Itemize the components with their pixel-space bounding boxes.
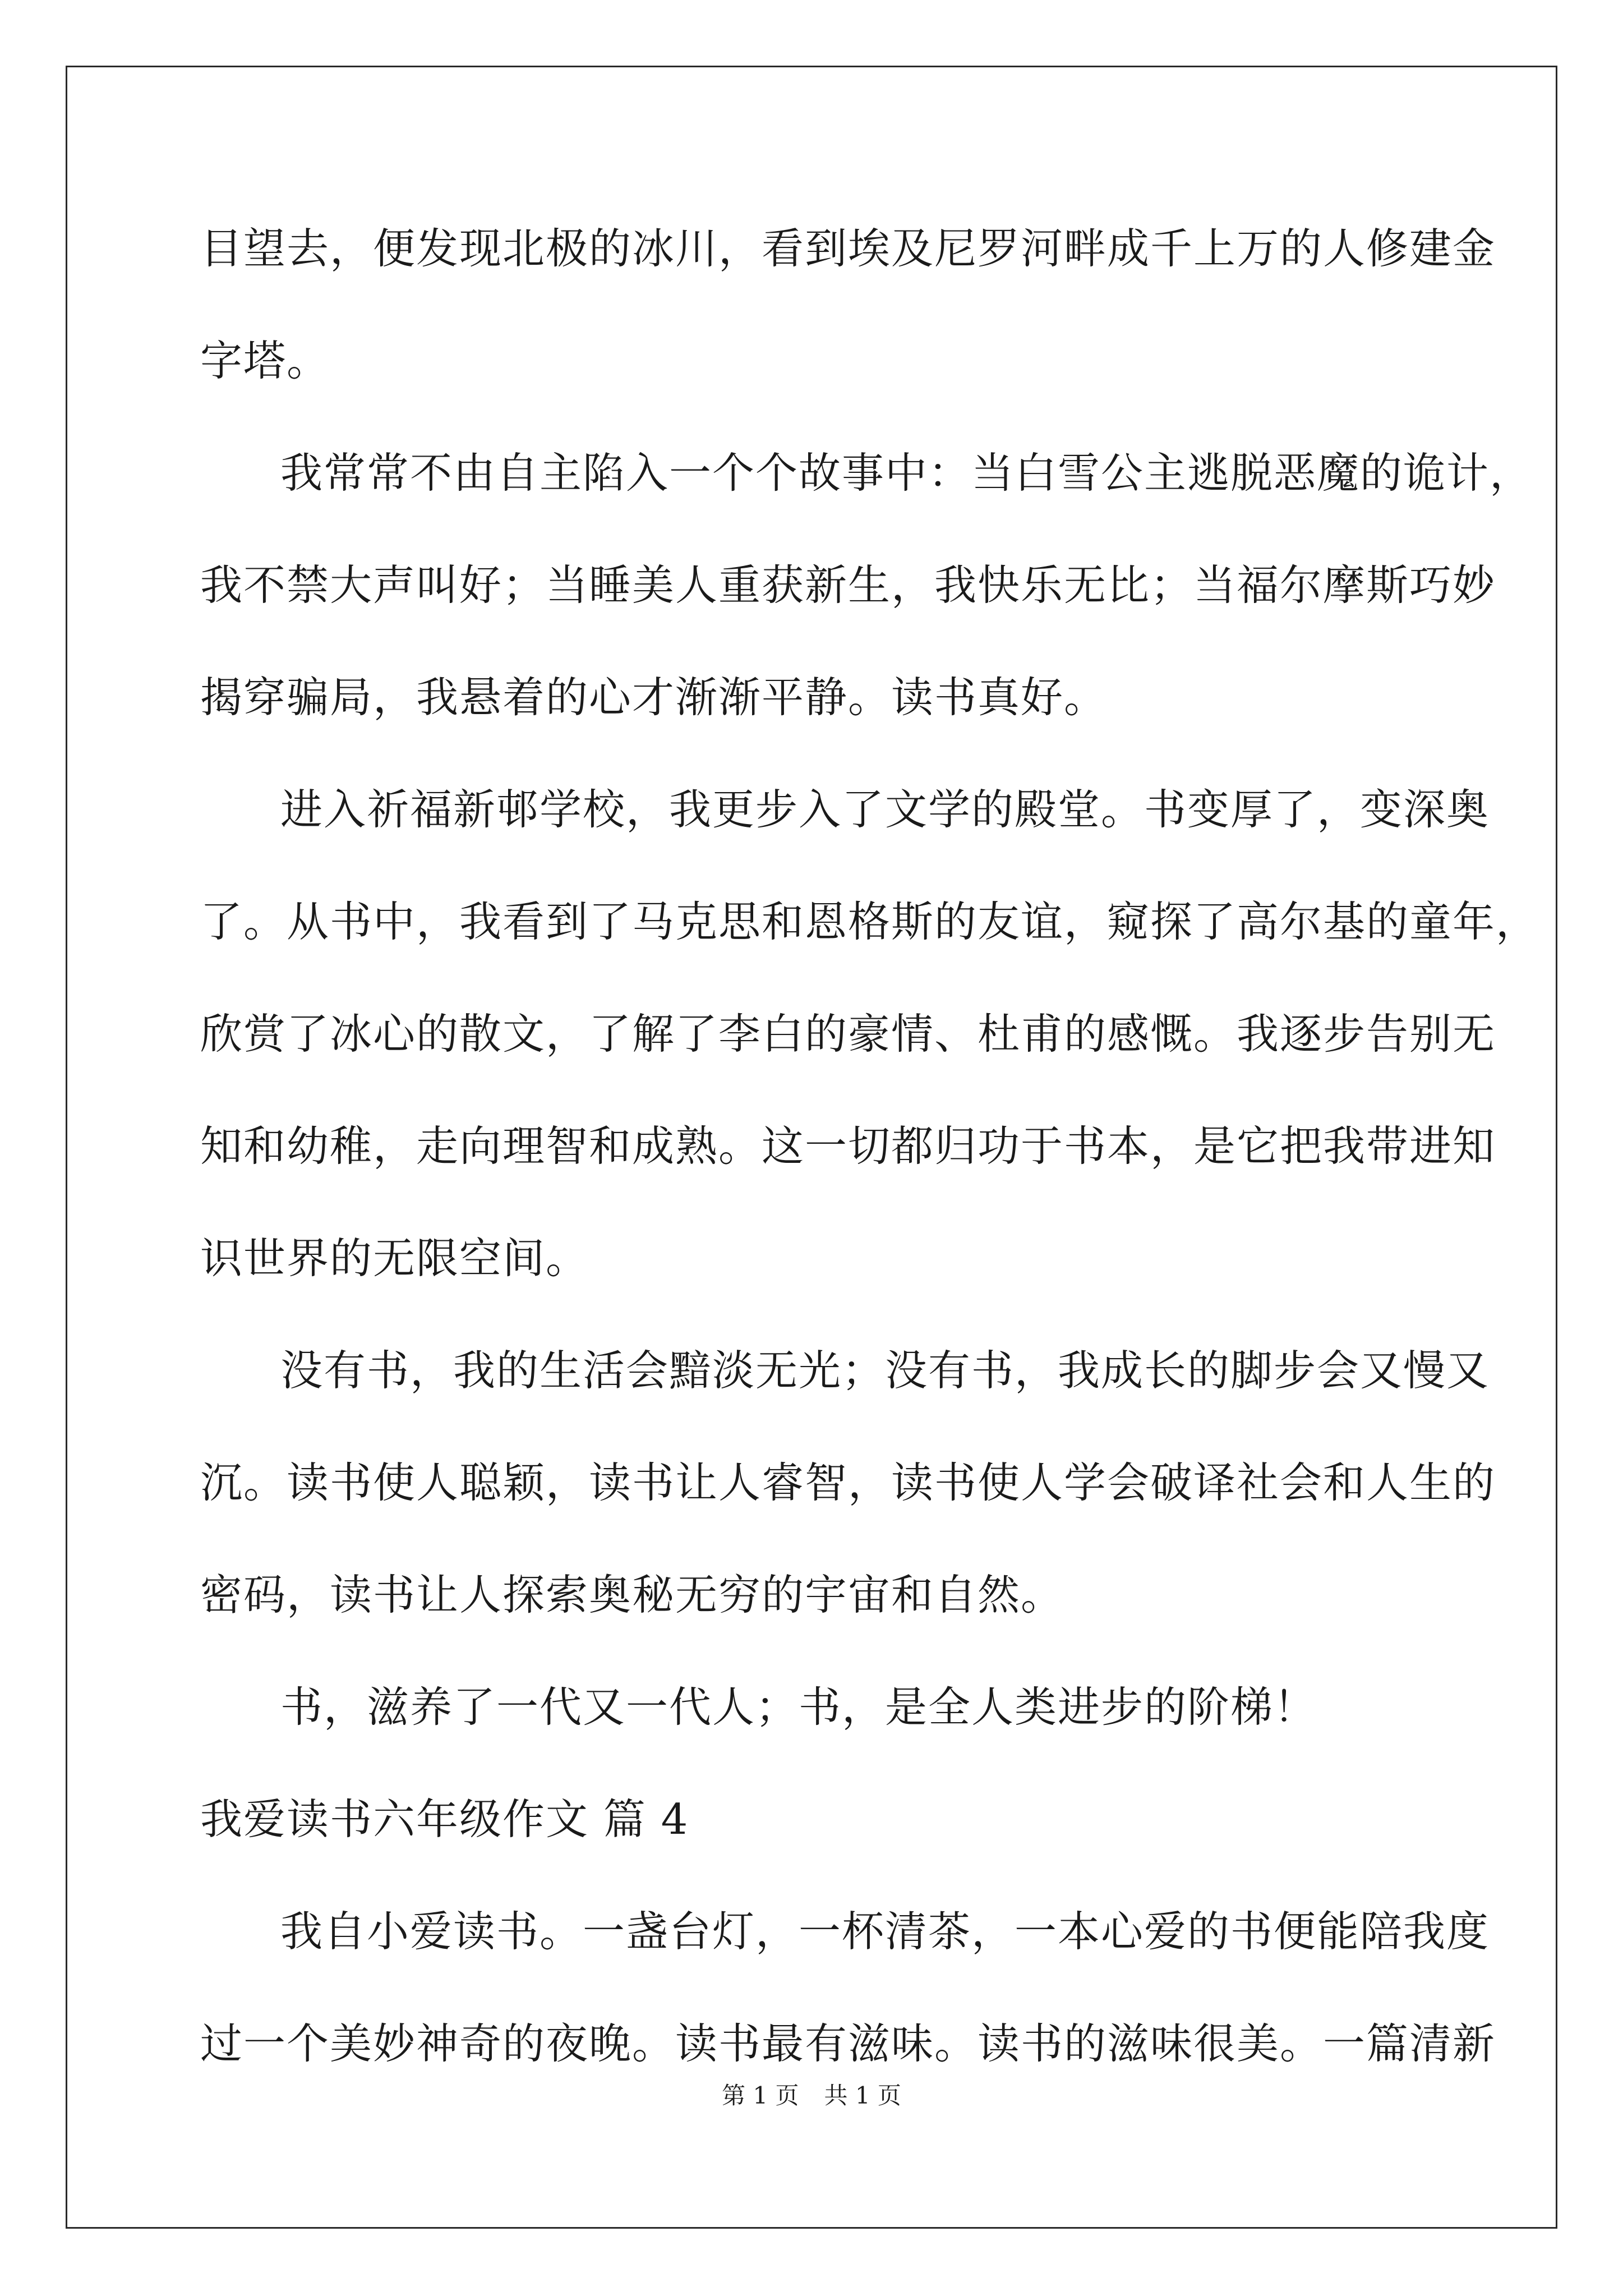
- text-line: 我不禁大声叫好；当睡美人重获新生，我快乐无比；当福尔摩斯巧妙: [200, 560, 1496, 610]
- text-line: 书，滋养了一代又一代人；书，是全人类进步的阶梯！: [280, 1682, 1317, 1732]
- text-line: 字塔。: [200, 336, 330, 385]
- text-line: 知和幼稚，走向理智和成熟。这一切都归功于书本，是它把我带进知: [200, 1121, 1496, 1171]
- text-line: 我常常不由自主陷入一个个故事中：当白雪公主逃脱恶魔的诡计，: [280, 448, 1533, 498]
- text-line: 密码，读书让人探索奥秘无穷的宇宙和自然。: [200, 1570, 1064, 1619]
- text-line: 没有书，我的生活会黯淡无光；没有书，我成长的脚步会又慢又: [280, 1346, 1490, 1395]
- text-line: 目望去，便发现北极的冰川，看到埃及尼罗河畔成千上万的人修建金: [200, 224, 1496, 273]
- text-line: 欣赏了冰心的散文，了解了李白的豪情、杜甫的感慨。我逐步告别无: [200, 1009, 1496, 1059]
- text-line: 过一个美妙神奇的夜晚。读书最有滋味。读书的滋味很美。一篇清新: [200, 2019, 1496, 2068]
- text-line: 揭穿骗局，我悬着的心才渐渐平静。读书真好。: [200, 673, 1108, 722]
- page-number: 第 1 页: [722, 2082, 799, 2109]
- page-count: 共 1 页: [824, 2082, 901, 2109]
- text-line: 我自小爱读书。一盏台灯，一杯清茶，一本心爱的书便能陪我度: [280, 1907, 1490, 1956]
- section-heading: 我爱读书六年级作文 篇 4: [200, 1795, 689, 1844]
- text-line: 识世界的无限空间。: [200, 1234, 589, 1283]
- text-line: 沉。读书使人聪颖，读书让人睿智，读书使人学会破译社会和人生的: [200, 1458, 1496, 1507]
- text-line: 进入祈福新邨学校，我更步入了文学的殿堂。书变厚了，变深奥: [280, 785, 1490, 834]
- text-line: 了。从书中，我看到了马克思和恩格斯的友谊，窥探了高尔基的童年，: [200, 897, 1539, 946]
- page-footer: [0, 2079, 1623, 2113]
